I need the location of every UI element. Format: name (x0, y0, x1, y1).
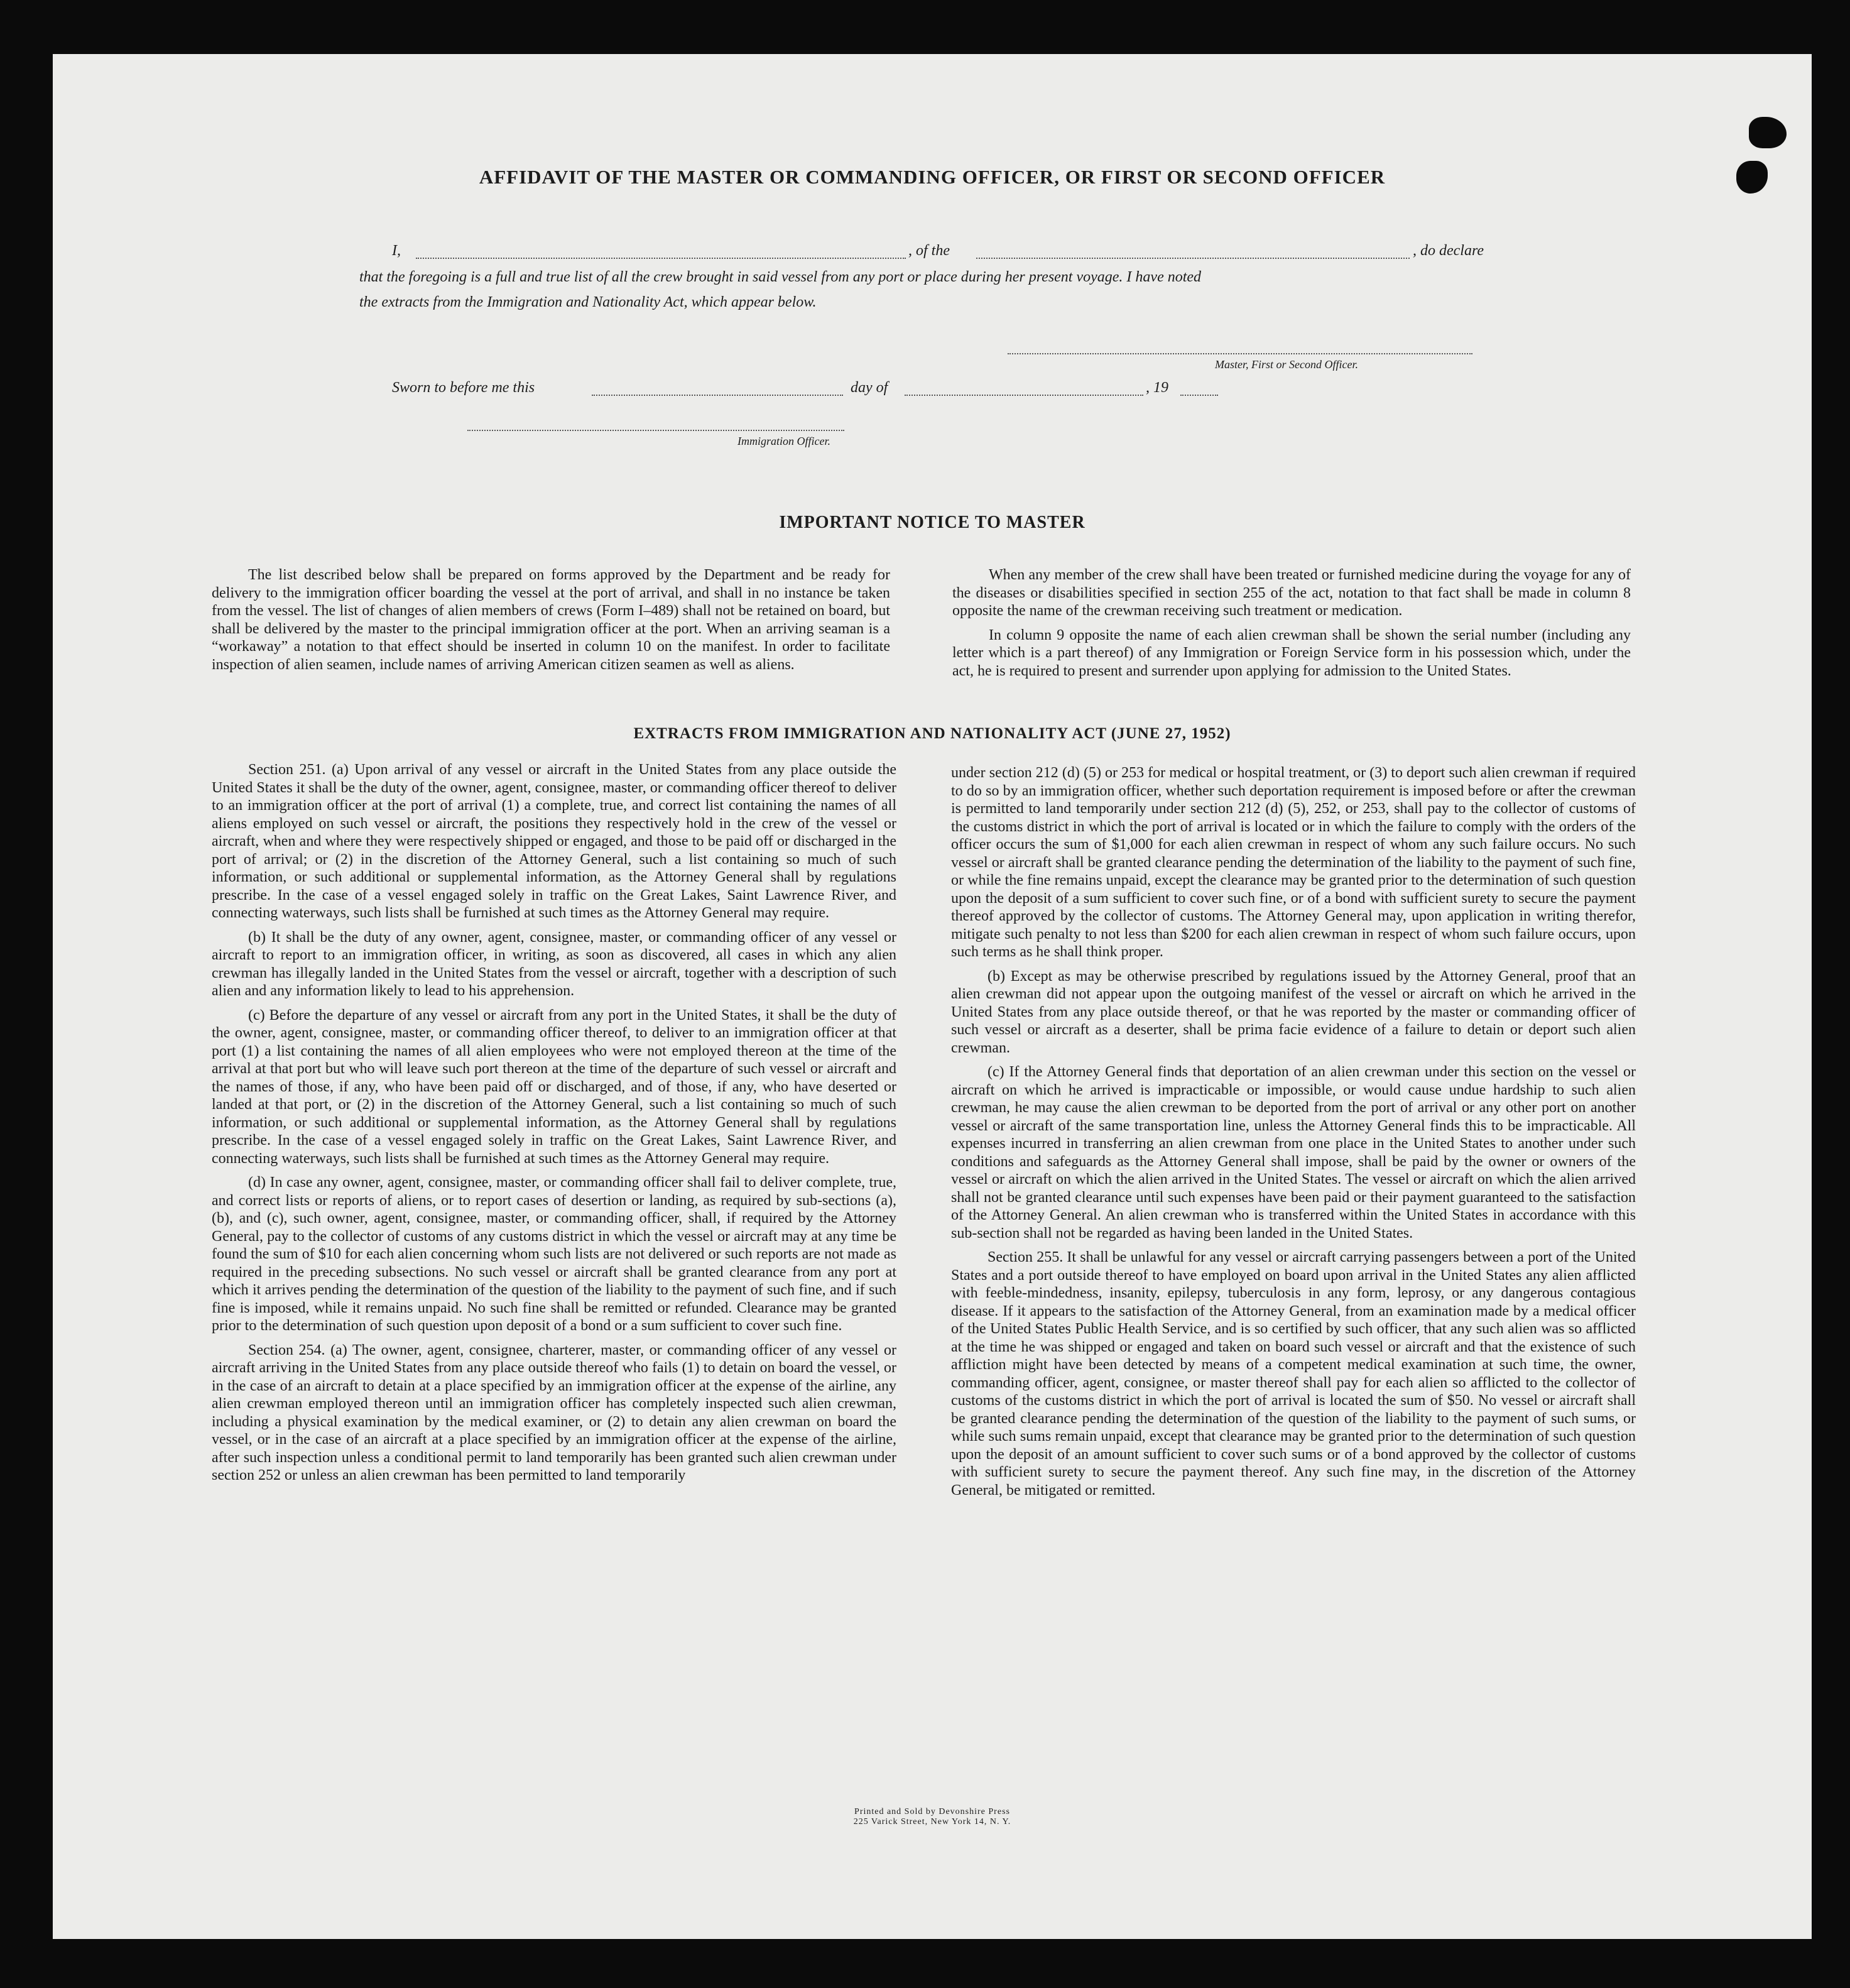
extracts-right-column (951, 764, 1636, 1505)
printer-imprint-line2: 225 Varick Street, New York 14, N. Y. (853, 1817, 1011, 1827)
master-signature-line[interactable] (1008, 353, 1472, 354)
extract-paragraph: Section 251. (a) Upon arrival of any vessel or aircraft in the United States from any place outside the United States it shall be the duty of the owner, agent, consignee, master, or commanding officer thereof to deliver to an immigration officer at the port of arrival (1) a complete, true, and correct list containing the names of all aliens employed on such vessel or aircraft, the positions they respectively hold in the crew of the vessel or aircraft, when and where they were respectively shipped or engaged, and those to be paid off or discharged in the port of arrival; or (2) in the discretion of the Attorney General, such a list containing so much of such information, or such additional or supplemental information, as the Attorney General shall by regulations prescribe. In the case of a vessel engaged solely in traffic on the Great Lakes, Saint Lawrence River, and connecting waterways, such lists shall be furnished at such times as the Attorney General may require. (212, 762, 896, 921)
officer-signature-line[interactable] (467, 430, 844, 431)
extract-paragraph: Section 255. It shall be unlawful for any vessel or aircraft carrying passengers between a port of the United States and a port outside thereof to have employed on board upon arrival in the United States any alien afflicted with feeble-mindedness, insanity, epilepsy, tuberculosis in any form, leprosy, or any dangerous contagious disease. If it appears to the satisfaction of the Attorney General, from an examination made by a medical officer of the United States Public Health Service, and is so certified by such officer, that any such alien was so afflicted at the time he was shipped or engaged and taken on board such vessel or aircraft and that the existence of such affliction might have been detected by means of a competent medical examination at such time, the owner, commanding officer, agent, consignee, or master thereof shall pay for each alien so afflicted to the collector of customs of the customs district in which the port of arrival is located the sum of $50. No vessel or aircraft shall be granted clearance pending the determination of the question of the liability to the payment of such sums, or while such sums remain unpaid, except that clearance may be granted prior to the determination of such question upon the deposit of an amount sufficient to cover such sums or of a bond approved by the collector of customs with sufficient surety to secure the payment thereof. Any such fine may, in the discretion of the Attorney General, be mitigated or remitted. (951, 1249, 1636, 1499)
month-field[interactable] (905, 395, 1143, 396)
printer-imprint (53, 1807, 1812, 1827)
ink-blot (1749, 117, 1787, 148)
notice-right-paragraph-2: In column 9 opposite the name of each alien crewman shall be shown the serial number (including any letter which is a part thereof) of any Immigration or Foreign Service form in his possession which, under the act, he is required to present and surrender upon applying for admission to the United States. (952, 626, 1631, 679)
extract-paragraph: (b) Except as may be otherwise prescribed by regulations issued by the Attorney General, proof that an alien crewman did not appear upon the outgoing manifest of the vessel or aircraft on which he arrived in the United States from any place outside thereof, or that he was reported by the master or commanding officer of such vessel or aircraft as a deserter, shall be prima facie evidence of a failure to detain or deport such alien crewman. (951, 968, 1636, 1056)
do-declare-label: , do declare (1413, 243, 1484, 259)
master-signature-caption: Master, First or Second Officer. (1215, 358, 1358, 371)
extract-paragraph: (b) It shall be the duty of any owner, agent, consignee, master, or commanding officer of any vessel or aircraft to report to an immigration officer, in writing, as soon as discovered, all cases in which any alien crewman has illegally landed in the United States from the vessel or aircraft, together with a description of such alien and any information likely to lead to his apprehension. (212, 929, 896, 999)
affidavit-title: AFFIDAVIT OF THE MASTER OR COMMANDING OFFICER, OR FIRST OR SECOND OFFICER (479, 166, 1386, 188)
declaration-text-line2: that the foregoing is a full and true list of all the crew brought in said vessel from any port or place during her present voyage. I have noted (359, 269, 1202, 285)
document-page (53, 54, 1812, 1939)
name-field[interactable] (416, 258, 906, 259)
declaration-text-line3: the extracts from the Immigration and Nationality Act, which appear below. (359, 294, 817, 310)
extract-paragraph: (c) If the Attorney General finds that deportation of an alien crewman under this section on the vessel or aircraft on which he arrived is impracticable or impossible, or would cause undue hardship to such alien crewman, he may cause the alien crewman to be deported from the port of arrival or any other port on another vessel or aircraft of the same transportation line, unless the Attorney General finds this to be impracticable. All expenses incurred in transferring an alien crewman from one place in the United States to another under such conditions and safeguards as the Attorney General shall impose, shall be paid by the owner or owners of the vessel or aircraft on which the alien arrived in the United States. The vessel or aircraft on which the alien arrived shall not be granted clearance until such expenses have been paid or their payment guaranteed to the satisfaction of the Attorney General. An alien crewman who is transferred within the United States in accordance with this sub-section shall not be regarded as having been landed in the United States. (951, 1064, 1636, 1242)
extract-paragraph: (c) Before the departure of any vessel or aircraft from any port in the United States, it shall be the duty of the owner, agent, consignee, master, or commanding officer thereof, to deliver to an immigration officer at that port (1) a list containing the names of all alien employees who were not employed thereon at the time of the arrival at that port but who will leave such port thereon at the time of the departure of such vessel or aircraft and the names of those, if any, who have been paid off or discharged, and of those, if any, who have deserted or landed at that port, or (2) in the discretion of the Attorney General, such a list containing so much of such information, or such additional or supplemental information, as the Attorney General shall by regulations prescribe. In the case of a vessel engaged solely in traffic on the Great Lakes, Saint Lawrence River, and connecting waterways, such lists shall be furnished at such times as the Attorney General may require. (212, 1007, 896, 1167)
notice-title: IMPORTANT NOTICE TO MASTER (779, 513, 1086, 532)
printer-imprint-line1: Printed and Sold by Devonshire Press (854, 1807, 1010, 1816)
i-label: I, (392, 243, 401, 259)
of-the-label: , of the (908, 243, 950, 259)
notice-right-paragraph-1: When any member of the crew shall have been treated or furnished medicine during the voyage for any of the diseases or disabilities specified in section 255 of the act, notation to that fact shall be made in column 8 opposite the name of the crewman receiving such treatment or medication. (952, 567, 1631, 619)
year-label: , 19 (1146, 380, 1168, 396)
day-of-label: day of (851, 380, 888, 396)
notice-left-paragraph: The list described below shall be prepared on forms approved by the Department and be ready for delivery to the immigration officer boarding the vessel at the port of arrival, and shall in no instance be taken from the vessel. The list of changes of alien members of crews (Form I–489) shall not be retained on board, but shall be delivered by the master to the principal immigration officer at the port. When an arriving seaman is a “workaway” a notation to that effect should be inserted in column 10 on the manifest. In order to facilitate inspection of alien seamen, include names of arriving American citizen seamen as well as aliens. (212, 567, 890, 673)
extracts-title: EXTRACTS FROM IMMIGRATION AND NATIONALITY ACT (JUNE 27, 1952) (633, 725, 1231, 742)
vessel-field[interactable] (976, 258, 1410, 259)
extracts-left-column (212, 761, 896, 1491)
sworn-line (392, 380, 1271, 400)
extract-paragraph: (d) In case any owner, agent, consignee, master, or commanding officer shall fail to deliver complete, true, and correct lists or reports of aliens, or to report cases of desertion or landing, as required by sub-sections (a), (b), and (c), such owner, agent, consignee, master, or commanding officer, shall, if required by the Attorney General, pay to the collector of customs of any customs district in which the vessel or aircraft may at any time be found the sum of $10 for each alien concerning whom such lists are not delivered or such reports are not made as required in the preceding subsections. No such vessel or aircraft shall be granted clearance from any port at which it arrives pending the determination of the question of the liability to the payment of such fine, and if such fine is imposed, while it remains unpaid. No such fine shall be remitted or refunded. Clearance may be granted prior to the determination of such question upon deposit of a bond or a sum sufficient to cover such fine. (212, 1174, 896, 1334)
declaration-line (392, 243, 1548, 261)
sworn-label: Sworn to before me this (392, 380, 535, 396)
ink-blot (1736, 161, 1768, 194)
day-field[interactable] (592, 395, 843, 396)
officer-signature-caption: Immigration Officer. (737, 435, 830, 447)
notice-right-column (952, 566, 1631, 686)
notice-left-column (212, 566, 890, 680)
extract-paragraph: Section 254. (a) The owner, agent, consignee, charterer, master, or commanding officer of any vessel or aircraft arriving in the United States from any place outside thereof who fails (1) to detain on board the vessel, or in the case of an aircraft to detain at a place specified by an immigration officer at the expense of the airline, any alien crewman employed thereon until an immigration officer has completely inspected such alien crewman, including a physical examination by the medical examiner, or (2) to detain any alien crewman on board the vessel, or in the case of an aircraft at a place specified by an immigration officer at the expense of the airline, after such inspection unless a conditional permit to land temporarily has been granted such alien crewman under section 252 or unless an alien crewman has been permitted to land temporarily (212, 1341, 896, 1483)
extract-paragraph: under section 212 (d) (5) or 253 for medical or hospital treatment, or (3) to deport such alien crewman if required to do so by an immigration officer, whether such deportation requirement is imposed before or after the crewman is permitted to land temporarily under section 212 (d) (5), 252, or 253, shall pay to the collector of customs of the customs district in which the port of arrival is located or in which the failure to comply with the orders of the officer occurs the sum of $1,000 for each alien crewman in respect of whom any such failure occurs. No such vessel or aircraft shall be granted clearance pending the determination of the liability to the payment of such fine, or while the fine remains unpaid, except the clearance may be granted prior to the determination of such question upon the deposit of a sum sufficient to cover such fine, or of a bond with sufficient surety to secure the payment thereof approved by the collector of customs. The Attorney General may, upon application in writing therefor, mitigate such penalty to not less than $200 for each alien crewman in respect of whom such failure occurs, upon such terms as he shall think proper. (951, 765, 1636, 960)
year-field[interactable] (1180, 395, 1218, 396)
